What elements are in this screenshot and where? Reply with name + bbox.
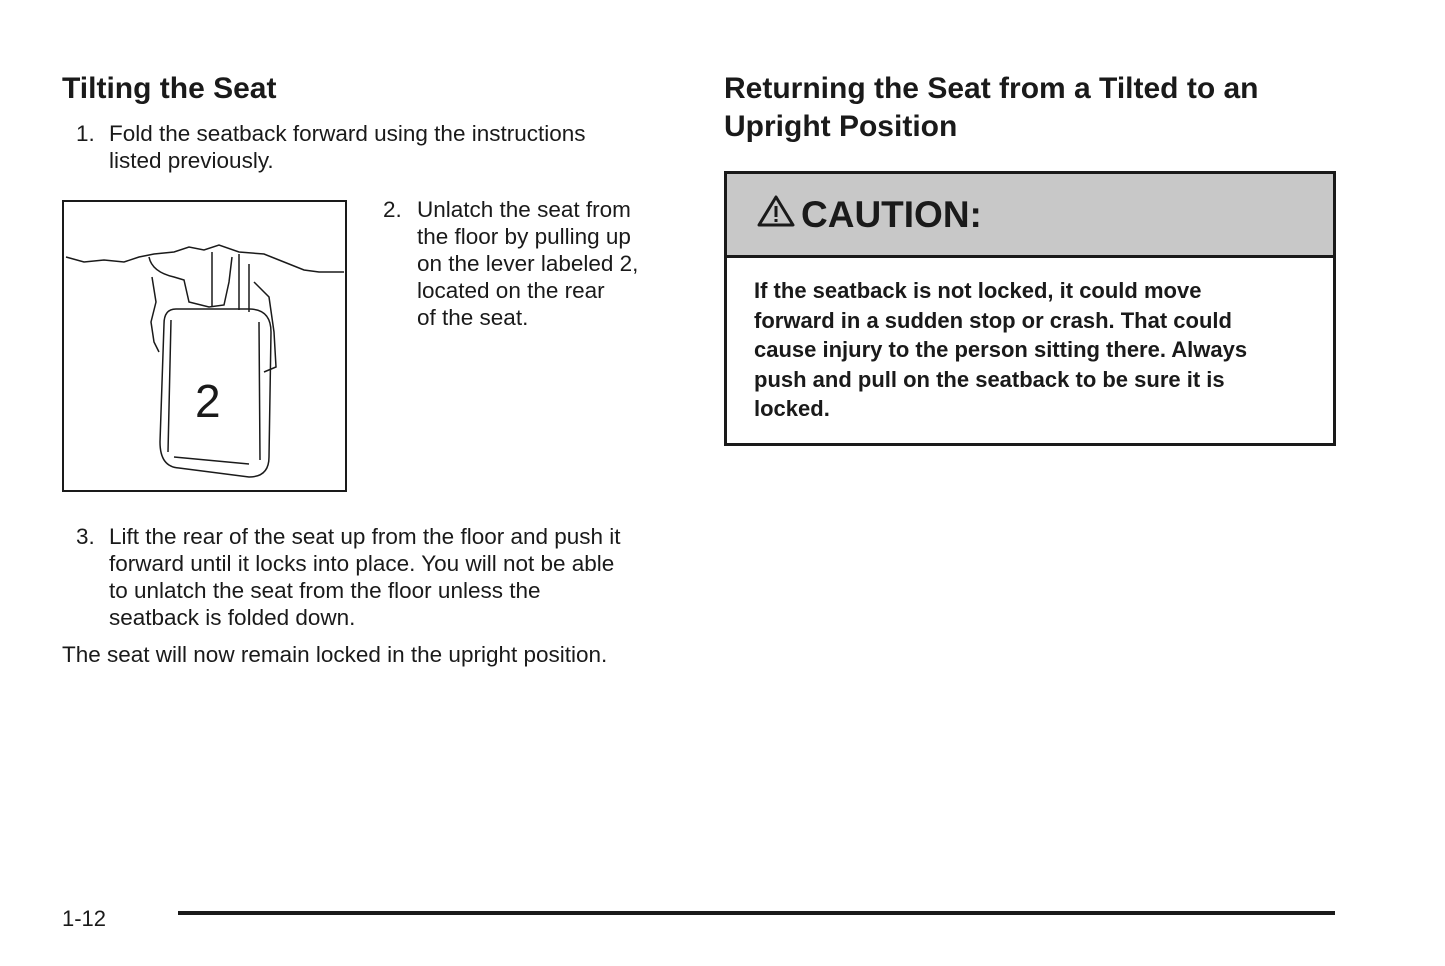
section-title-tilting: Tilting the Seat xyxy=(62,72,277,105)
step-text: Lift the rear of the seat up from the floor and push it xyxy=(109,524,621,549)
page-number: 1-12 xyxy=(62,906,107,931)
caution-line: push and pull on the seatback to be sure it is xyxy=(754,366,1225,392)
step-3 xyxy=(76,523,621,631)
caution-line: cause injury to the person sitting there. Always xyxy=(754,337,1248,362)
step-text: of the seat. xyxy=(417,305,529,330)
step-text: forward until it locks into place. You will not be able xyxy=(109,551,615,576)
caution-line: locked. xyxy=(754,396,830,421)
step-text: located on the rear xyxy=(417,278,605,303)
seat-lever-illustration xyxy=(62,200,347,492)
step-number: 1. xyxy=(76,121,95,146)
caution-line: If the seatback is not locked, it could move xyxy=(754,278,1202,303)
footer-rule xyxy=(178,911,1335,915)
step-text: seatback is folded down. xyxy=(109,605,356,630)
caution-text xyxy=(727,258,1333,424)
caution-heading: CAUTION: xyxy=(801,193,982,235)
step-text: to unlatch the seat from the floor unless the xyxy=(109,578,541,603)
step-text: on the lever labeled 2, xyxy=(417,251,639,276)
step-text: listed previously. xyxy=(109,148,274,173)
step-text: Unlatch the seat from xyxy=(417,197,631,222)
title-line: Upright Position xyxy=(724,110,958,143)
step-text: Fold the seatback forward using the instructions xyxy=(109,121,586,146)
step-number: 3. xyxy=(76,524,95,549)
caution-line: forward in a sudden stop or crash. That could xyxy=(754,307,1232,333)
step-1 xyxy=(76,120,586,174)
caution-header xyxy=(727,174,1333,258)
section-title-returning xyxy=(724,70,1259,146)
lever-label: 2 xyxy=(195,375,221,427)
step-2 xyxy=(383,196,638,331)
step-number: 2. xyxy=(383,197,402,222)
title-line: Returning the Seat from a Tilted to an xyxy=(724,72,1259,105)
step-text: the floor by pulling up xyxy=(417,224,631,249)
closing-text: The seat will now remain locked in the upright position. xyxy=(62,642,608,667)
warning-triangle-icon xyxy=(757,194,795,236)
caution-box xyxy=(724,171,1336,446)
